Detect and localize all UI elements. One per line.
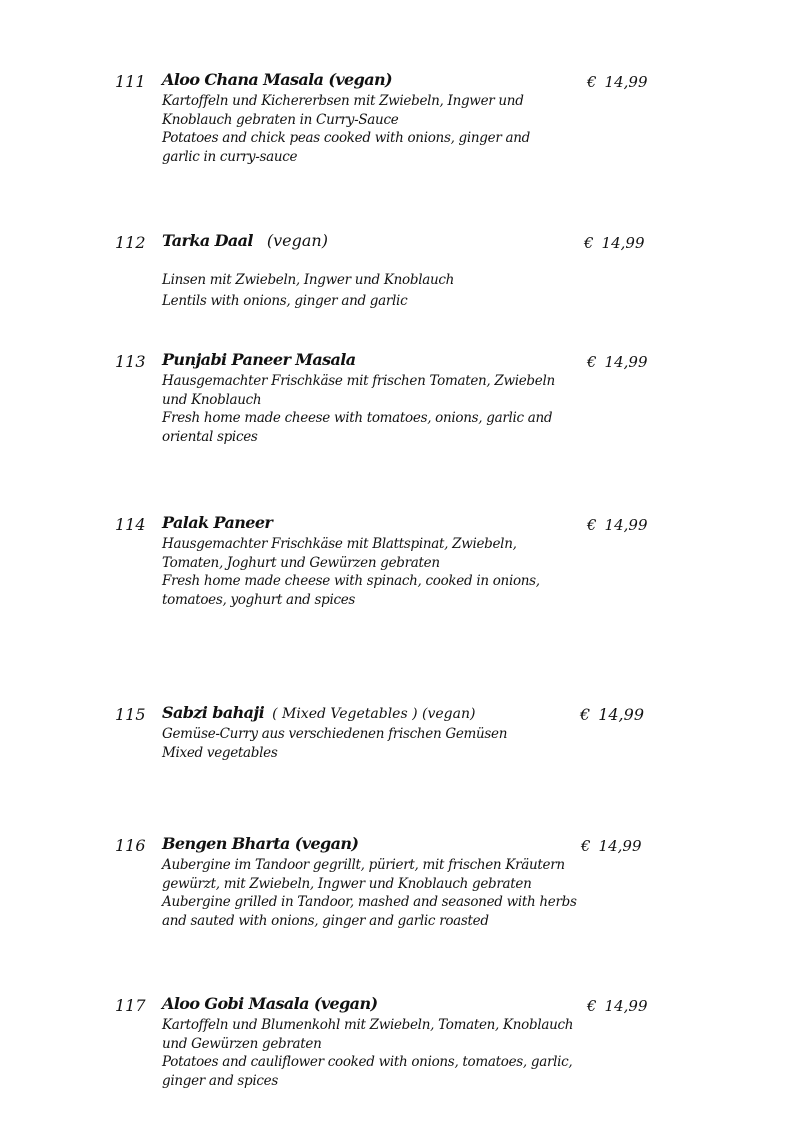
item-name-text: Aloo Chana Masala (vegan)	[162, 70, 392, 89]
item-number: 112	[115, 233, 146, 252]
item-name-text: Palak Paneer	[162, 513, 273, 532]
item-price	[587, 73, 648, 91]
item-name	[162, 834, 366, 853]
description-line: Tomaten, Joghurt und Gewürzen gebraten	[162, 554, 440, 571]
price-value: 14,99	[604, 516, 648, 534]
currency-symbol: €	[584, 234, 594, 252]
item-price	[587, 516, 648, 534]
description-line: gewürzt, mit Zwiebeln, Ingwer und Knoblauch gebraten	[162, 875, 532, 892]
item-number: 117	[115, 996, 146, 1015]
description-line: Kartoffeln und Blumenkohl mit Zwiebeln, Tomaten, Knoblauch	[162, 1017, 574, 1033]
item-price	[580, 705, 644, 724]
description-line: Kartoffeln und Kichererbsen mit Zwiebeln, Ingwer und	[162, 93, 524, 109]
item-description	[162, 535, 540, 609]
currency-symbol: €	[587, 516, 597, 534]
currency-symbol: €	[581, 837, 591, 855]
description-line: und Knoblauch	[162, 391, 262, 408]
item-number: 114	[115, 515, 146, 534]
description-line: Aubergine grilled in Tandoor, mashed and seasoned with herbs	[162, 894, 577, 910]
item-name	[162, 994, 385, 1013]
description-line: Linsen mit Zwiebeln, Ingwer und Knoblauch	[162, 272, 455, 288]
item-name	[162, 70, 400, 89]
item-name-text: Aloo Gobi Masala (vegan)	[162, 994, 378, 1013]
description-line: Fresh home made cheese with spinach, cooked in onions,	[162, 573, 540, 589]
price-value: 14,99	[598, 837, 642, 855]
description-line: ginger and spices	[162, 1072, 278, 1089]
currency-symbol: €	[587, 997, 597, 1015]
description-line: oriental spices	[162, 428, 258, 445]
item-name-text: Bengen Bharta (vegan)	[162, 834, 359, 853]
description-line: garlic in curry-sauce	[162, 148, 298, 165]
item-name	[162, 350, 364, 369]
item-price	[584, 234, 645, 252]
item-price	[587, 997, 648, 1015]
description-line: Mixed vegetables	[162, 744, 278, 761]
price-value: 14,99	[604, 353, 648, 371]
price-value: 14,99	[604, 997, 648, 1015]
item-price	[587, 353, 648, 371]
description-line: und Gewürzen gebraten	[162, 1035, 322, 1052]
currency-symbol: €	[587, 353, 597, 371]
price-value: 14,99	[598, 705, 644, 724]
item-name	[162, 513, 280, 532]
item-description	[162, 856, 577, 930]
currency-symbol: €	[587, 73, 597, 91]
item-price	[581, 837, 642, 855]
item-number: 111	[115, 72, 146, 91]
item-description	[162, 270, 454, 312]
price-value: 14,99	[601, 234, 645, 252]
description-line: Fresh home made cheese with tomatoes, onions, garlic and	[162, 410, 553, 426]
item-number: 113	[115, 352, 146, 371]
description-line: Potatoes and cauliflower cooked with onions, tomatoes, garlic,	[162, 1054, 573, 1070]
description-line: and sauted with onions, ginger and garlic roasted	[162, 912, 489, 929]
item-description	[162, 372, 555, 446]
item-number: 115	[115, 705, 146, 724]
item-name	[162, 703, 475, 722]
description-line: tomatoes, yoghurt and spices	[162, 591, 356, 608]
currency-symbol: €	[580, 705, 591, 724]
description-line: Aubergine im Tandoor gegrillt, püriert, mit frischen Kräutern	[162, 857, 565, 873]
item-name-text: Tarka Daal	[162, 231, 253, 250]
item-number: 116	[115, 836, 146, 855]
description-line: Lentils with onions, ginger and garlic	[162, 293, 408, 309]
description-line: Potatoes and chick peas cooked with onions, ginger and	[162, 130, 530, 146]
description-line: Gemüse-Curry aus verschiedenen frischen Gemüsen	[162, 726, 508, 742]
item-name-text: Punjabi Paneer Masala	[162, 350, 356, 369]
description-line: Knoblauch gebraten in Curry-Sauce	[162, 111, 399, 128]
item-description	[162, 1016, 573, 1090]
price-value: 14,99	[604, 73, 648, 91]
item-tag: (vegan)	[266, 231, 328, 250]
item-name	[162, 231, 328, 250]
item-tag: ( Mixed Vegetables ) (vegan)	[272, 706, 476, 722]
description-line: Hausgemachter Frischkäse mit Blattspinat, Zwiebeln,	[162, 536, 517, 552]
item-description	[162, 725, 507, 762]
item-description	[162, 92, 530, 166]
description-line: Hausgemachter Frischkäse mit frischen Tomaten, Zwiebeln	[162, 373, 555, 389]
item-name-text: Sabzi bahaji	[162, 703, 265, 722]
